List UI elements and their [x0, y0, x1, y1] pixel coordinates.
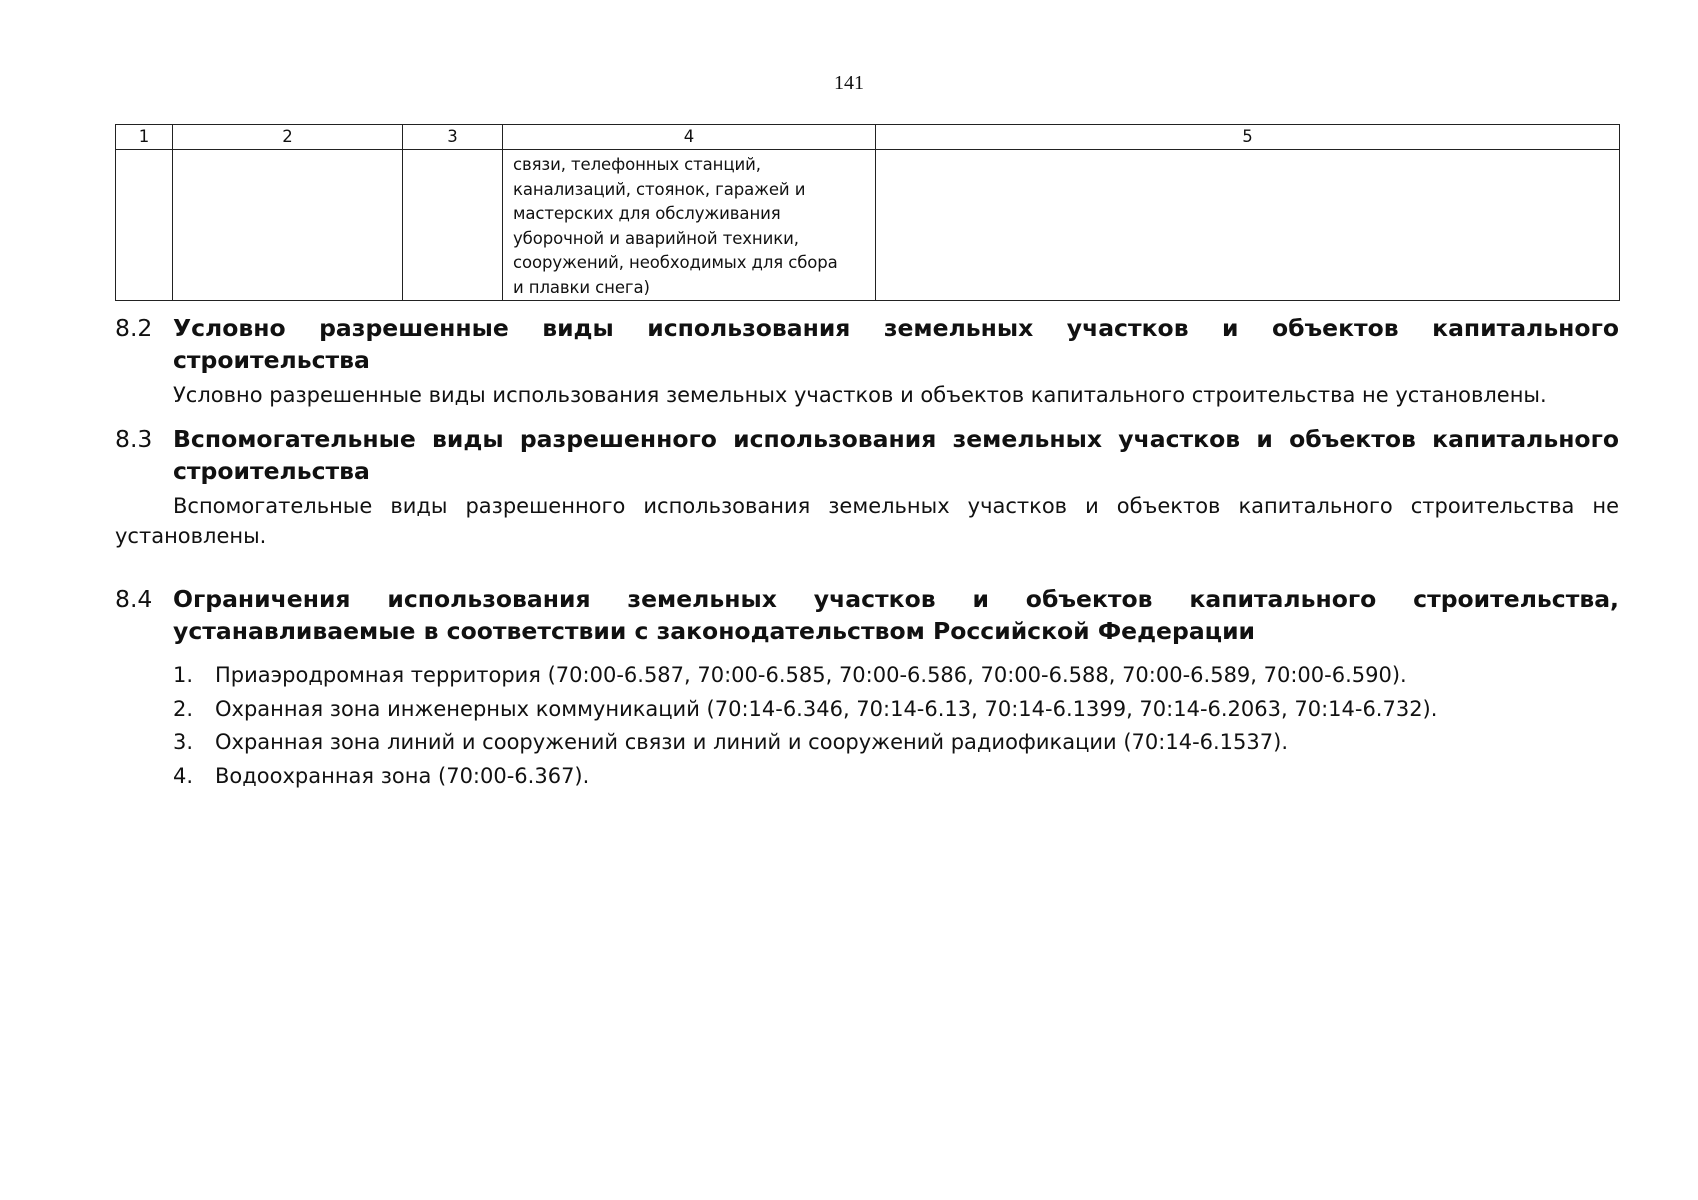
section-title — [173, 312, 1619, 376]
list-item-number: 2. — [173, 696, 194, 721]
section-title-line: Ограничения использования земельных участков и объектов капитального строительства, — [173, 585, 1619, 613]
restrictions-list — [115, 659, 1619, 793]
section-body: Вспомогательные виды разрешенного использования земельных участков и объектов капитального строительства не установлены. — [115, 494, 1619, 548]
section-title-line: устанавливаемые в соответствии с законодательством Российской Федерации — [173, 617, 1256, 645]
page-number: 141 — [834, 72, 864, 94]
table-header-cell: 1 — [116, 125, 173, 150]
section-heading — [115, 583, 1619, 647]
section-title-line: строительства — [173, 346, 370, 374]
list-item — [115, 760, 1619, 794]
list-item-number: 1. — [173, 663, 194, 687]
cell-text-line: связи, телефонных станций, — [513, 155, 761, 174]
table-header-cell: 2 — [173, 125, 403, 150]
list-item-text: Охранная зона линий и сооружений связи и линий и сооружений радиофикации (70:14-6.1537). — [215, 730, 1288, 754]
table-cell-col4 — [503, 150, 876, 301]
table-header-row — [116, 125, 1620, 150]
section-title — [173, 583, 1619, 647]
table-cell-col1 — [116, 150, 173, 301]
cell-text-line: и плавки снега) — [513, 277, 650, 297]
table-cell-col3 — [403, 150, 503, 301]
table-row — [116, 150, 1620, 301]
table-header-cell: 5 — [876, 125, 1620, 150]
list-item-text: Водоохранная зона (70:00-6.367). — [215, 763, 590, 788]
section-title — [173, 423, 1619, 487]
section-8-3 — [115, 423, 1619, 551]
section-title-line: Условно разрешенные виды использования земельных участков и объектов капитального — [173, 314, 1619, 342]
list-item-text: Приаэродромная территория (70:00-6.587, 70:00-6.585, 70:00-6.586, 70:00-6.588, 70:00-6.589, 70:00-6.590). — [215, 663, 1407, 687]
list-item — [115, 726, 1619, 760]
section-title-line: строительства — [173, 457, 370, 485]
section-8-4 — [115, 583, 1619, 793]
list-item-number: 4. — [173, 763, 194, 788]
cell-text-line: канализаций, стоянок, гаражей и — [513, 179, 806, 199]
list-item — [115, 659, 1619, 693]
section-title-line: Вспомогательные виды разрешенного использования земельных участков и объектов капитального — [173, 425, 1619, 453]
section-number: 8.4 — [115, 585, 153, 613]
list-item-text: Охранная зона инженерных коммуникаций (70:14-6.346, 70:14-6.13, 70:14-6.1399, 70:14-6.2063, 70:14-6.732). — [215, 696, 1438, 721]
list-item-number: 3. — [173, 730, 194, 754]
section-heading — [115, 423, 1619, 487]
table-header-cell: 4 — [503, 125, 876, 150]
section-number: 8.2 — [115, 314, 153, 342]
continuation-table — [115, 124, 1620, 301]
section-8-2 — [115, 312, 1619, 410]
table-cell-col5 — [876, 150, 1620, 301]
section-heading — [115, 312, 1619, 376]
table-header-cell: 3 — [403, 125, 503, 150]
section-number: 8.3 — [115, 425, 153, 453]
table-cell-col2 — [173, 150, 403, 301]
list-item — [115, 693, 1619, 727]
cell-text-line: уборочной и аварийной техники, — [513, 228, 799, 248]
cell-text-line: мастерских для обслуживания — [513, 204, 781, 223]
cell-text-line: сооружений, необходимых для сбора — [513, 253, 838, 272]
section-body: Условно разрешенные виды использования земельных участков и объектов капитального строительства не установлены. — [173, 383, 1547, 407]
